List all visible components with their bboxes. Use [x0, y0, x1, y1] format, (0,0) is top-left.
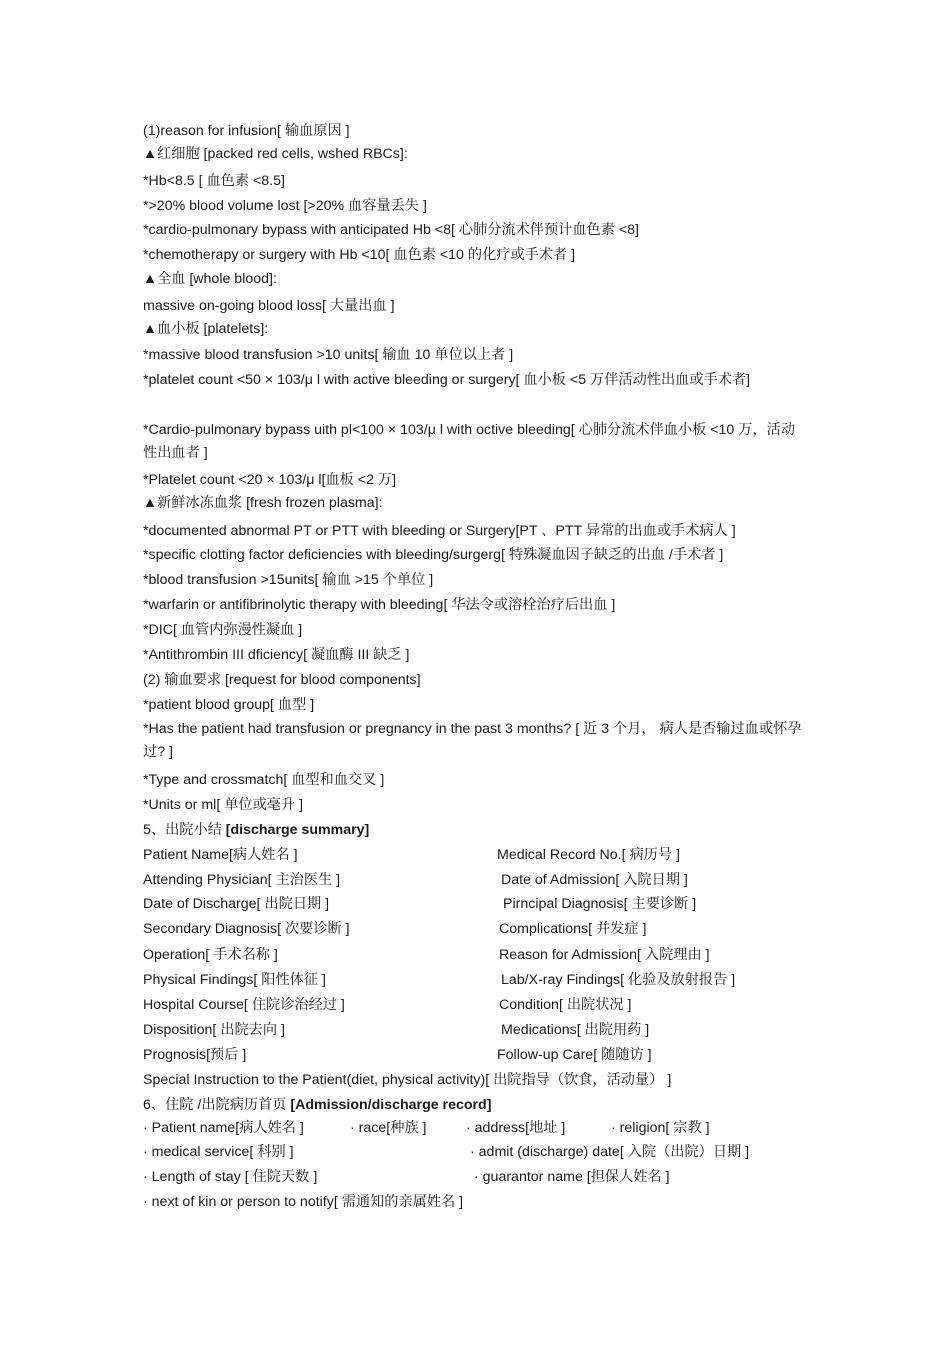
discharge-field-right: Follow-up Care[ 随随访 ] [497, 1047, 652, 1063]
ffp-item: *specific clotting factor deficiencies with bleeding/surgerg[ 特殊凝血因子缺乏的出血 /手术者 ] [143, 547, 724, 563]
discharge-field-left: Prognosis[预后 ] [143, 1047, 247, 1063]
admission-field: · race[种族 ] [350, 1120, 427, 1136]
infusion-heading: (1)reason for infusion[ 输血原因 ] [143, 123, 350, 139]
whole-blood-heading: ▲全血 [whole blood]: [143, 271, 277, 287]
whole-blood-item: massive on-going blood loss[ 大量出血 ] [143, 298, 395, 314]
request-item: *Type and crossmatch[ 血型和血交叉 ] [143, 772, 385, 788]
discharge-summary-heading [143, 821, 369, 839]
ffp-item: *Antithrombin III dficiency[ 凝血酶 III 缺乏 ] [143, 647, 410, 663]
admission-heading-title: [Admission/discharge record] [290, 1097, 492, 1113]
discharge-field-left: Secondary Diagnosis[ 次要诊断 ] [143, 921, 350, 937]
rbc-item: *cardio-pulmonary bypass with anticipated Hb <8[ 心肺分流术伴预计血色素 <8] [143, 222, 639, 238]
discharge-field-left: Operation[ 手术名称 ] [143, 947, 278, 963]
discharge-heading-title: [discharge summary] [225, 822, 370, 838]
admission-field: · Length of stay [ 住院天数 ] [143, 1169, 318, 1185]
ffp-heading: ▲新鲜冰冻血浆 [fresh frozen plasma]: [143, 495, 383, 511]
discharge-field-right: Condition[ 出院状况 ] [499, 997, 632, 1013]
rbc-item: *Hb<8.5 [ 血色素 <8.5] [143, 173, 285, 189]
discharge-field-left: Attending Physician[ 主治医生 ] [143, 872, 341, 888]
discharge-field-left: Physical Findings[ 阳性体征 ] [143, 972, 326, 988]
discharge-field-right: Pirncipal Diagnosis[ 主要诊断 ] [503, 896, 697, 912]
request-item: *Has the patient had transfusion or pregnancy in the past 3 months? [ 近 3 个月， 病人是否输过血或怀孕过? ] [143, 721, 802, 760]
ffp-item: *blood transfusion >15units[ 输血 >15 个单位 ] [143, 572, 434, 588]
request-heading: (2) 输血要求 [request for blood components] [143, 672, 421, 688]
discharge-field-right: Complications[ 并发症 ] [499, 921, 647, 937]
rbc-heading: ▲红细胞 [packed red cells, wshed RBCs]: [143, 146, 408, 162]
admission-field: · next of kin or person to notify[ 需通知的亲属姓名 ] [143, 1194, 464, 1210]
discharge-field-left: Patient Name[病人姓名 ] [143, 847, 298, 863]
admission-heading-number: 6、住院 /出院病历首页 [143, 1097, 291, 1113]
admission-field: · religion[ 宗教 ] [611, 1120, 710, 1136]
ffp-item: *warfarin or antifibrinolytic therapy with bleeding[ 华法令或溶栓治疗后出血 ] [143, 597, 616, 613]
ffp-item: *documented abnormal PT or PTT with bleeding or Surgery[PT 、PTT 异常的出血或手术病人 ] [143, 523, 736, 539]
request-item: *Units or ml[ 单位或毫升 ] [143, 797, 304, 813]
platelets-item: *massive blood transfusion >10 units[ 输血 10 单位以上者 ] [143, 347, 514, 363]
admission-field: · medical service[ 科别 ] [143, 1144, 294, 1160]
admission-field: · address[地址 ] [466, 1120, 566, 1136]
admission-record-heading [143, 1096, 491, 1114]
admission-field: · Patient name[病人姓名 ] [143, 1120, 304, 1136]
discharge-field-left: Hospital Course[ 住院诊治经过 ] [143, 997, 345, 1013]
discharge-heading-number: 5、出院小结 [143, 822, 226, 838]
discharge-field-right: Reason for Admission[ 入院理由 ] [499, 947, 710, 963]
special-instruction: Special Instruction to the Patient(diet, physical activity)[ 出院指导（饮食，活动量） ] [143, 1072, 672, 1088]
discharge-field-right: Medical Record No.[ 病历号 ] [497, 847, 680, 863]
discharge-field-left: Date of Discharge[ 出院日期 ] [143, 896, 330, 912]
platelets-item: *platelet count <50 × 103/μ l with active bleeding or surgery[ 血小板 <5 万伴活动性出血或手术者] [143, 372, 751, 388]
discharge-field-right: Date of Admission[ 入院日期 ] [501, 872, 688, 888]
request-item: *patient blood group[ 血型 ] [143, 697, 315, 713]
rbc-item: *chemotherapy or surgery with Hb <10[ 血色素 <10 的化疗或手术者 ] [143, 247, 576, 263]
platelets-item: *Platelet count <20 × 103/μ l[血板 <2 万] [143, 472, 397, 488]
discharge-field-right: Lab/X-ray Findings[ 化验及放射报告 ] [501, 972, 736, 988]
admission-field: · guarantor name [担保人姓名 ] [474, 1169, 670, 1185]
discharge-field-right: Medications[ 出院用药 ] [501, 1022, 650, 1038]
ffp-item: *DIC[ 血管内弥漫性凝血 ] [143, 622, 303, 638]
discharge-field-left: Disposition[ 出院去向 ] [143, 1022, 285, 1038]
rbc-item: *>20% blood volume lost [>20% 血容量丢失 ] [143, 198, 427, 214]
platelets-heading: ▲血小板 [platelets]: [143, 321, 269, 337]
admission-field: · admit (discharge) date[ 入院（出院）日期 ] [470, 1144, 750, 1160]
platelets-item: *Cardio-pulmonary bypass uith pl<100 × 103/μ l with octive bleeding[ 心肺分流术伴血小板 <10 万，活动性出血者 ] [143, 422, 796, 461]
